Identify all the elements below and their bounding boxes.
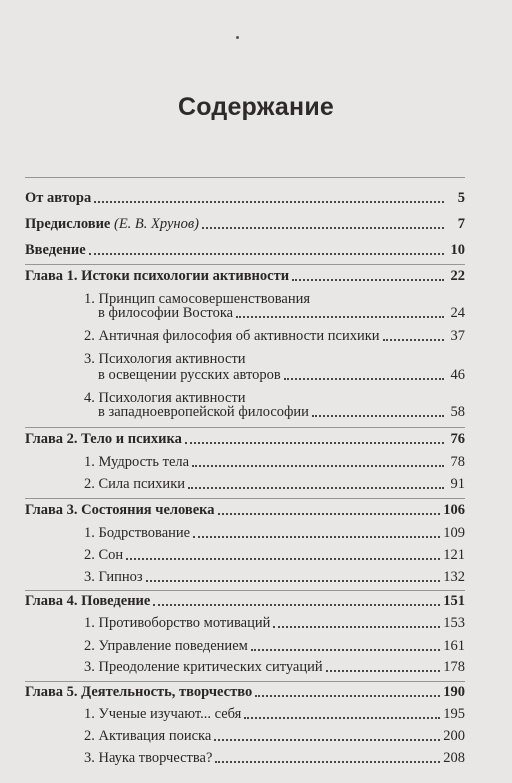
toc-label: 3. Наука творчества? [84, 750, 213, 766]
toc-page: 161 [443, 638, 465, 654]
toc-label: в философии Востока [98, 305, 234, 321]
toc-page: 153 [443, 615, 465, 631]
toc-subentry-2-1[interactable] [84, 454, 465, 471]
toc-label: Глава 5. Деятельность, творчество [25, 684, 253, 700]
page-dot [236, 36, 239, 39]
toc-page: 208 [443, 750, 465, 766]
divider [25, 590, 465, 591]
toc-label: 2. Античная философия об активности психики [84, 328, 380, 344]
toc-subentry-line: 3. Психология активности [84, 351, 246, 367]
toc-label: 2. Активация поиска [84, 728, 212, 744]
toc-chapter-3[interactable] [25, 502, 465, 519]
toc-label: 2. Сила психики [84, 476, 185, 492]
toc-subentry-1-1[interactable] [84, 305, 465, 322]
toc-entry-intro[interactable] [25, 242, 465, 259]
toc-label: 2. Сон [84, 547, 124, 563]
toc-page: 200 [443, 728, 465, 744]
toc-page: 10 [450, 242, 465, 258]
toc-chapter-4[interactable] [25, 593, 465, 610]
toc-label: 1. Мудрость тела [84, 454, 190, 470]
toc-page: 132 [443, 569, 465, 585]
toc-subentry-1-4[interactable] [84, 404, 465, 421]
page-title: Содержание [177, 93, 335, 121]
toc-label: От автора [25, 190, 92, 206]
toc-subentry-4-1[interactable] [84, 615, 465, 632]
toc-label: Предисловие [25, 216, 111, 232]
divider [25, 498, 465, 499]
toc-label: Глава 3. Состояния человека [25, 502, 215, 518]
toc-subentry-line: 4. Психология активности [84, 390, 246, 406]
toc-page: 190 [443, 684, 465, 700]
toc-page: 7 [457, 216, 465, 232]
toc-label: 1. Бодрствование [84, 525, 191, 541]
toc-subentry-4-2[interactable] [84, 638, 465, 655]
toc-page: 109 [443, 525, 465, 541]
toc-page: 91 [450, 476, 465, 492]
toc-page: 78 [450, 454, 465, 470]
toc-subentry-2-2[interactable] [84, 476, 465, 493]
toc-page: 24 [450, 305, 465, 321]
toc-label: Глава 1. Истоки психологии активности [25, 268, 290, 284]
toc-subentry-5-1[interactable] [84, 706, 465, 723]
toc-subentry-5-3[interactable] [84, 750, 465, 767]
toc-label: 2. Управление поведением [84, 638, 248, 654]
divider [25, 427, 465, 428]
toc-chapter-2[interactable] [25, 431, 465, 448]
toc-subentry-5-2[interactable] [84, 728, 465, 745]
toc-subentry-line: 1. Принцип самосовершенствования [84, 291, 311, 307]
toc-page: 5 [457, 190, 465, 206]
toc-entry-preface[interactable] [25, 216, 465, 233]
toc-label: в западноевропейской философии [98, 404, 309, 420]
toc-page: 37 [450, 328, 465, 344]
toc-page: 76 [450, 431, 465, 447]
toc-page: 195 [443, 706, 465, 722]
toc-label: Введение [25, 242, 86, 258]
toc-label: 3. Гипноз [84, 569, 143, 585]
toc-page: 151 [443, 593, 465, 609]
toc-label: 1. Ученые изучают... себя [84, 706, 242, 722]
toc-label: в освещении русских авторов [98, 367, 281, 383]
toc-subentry-3-3[interactable] [84, 569, 465, 586]
toc-page: 22 [450, 268, 465, 284]
toc-subentry-1-2[interactable] [84, 328, 465, 345]
toc-author: (Е. В. Хрунов) [113, 216, 199, 232]
toc-page: 46 [450, 367, 465, 383]
divider [25, 177, 465, 178]
divider [25, 264, 465, 265]
divider [25, 681, 465, 682]
toc-label: 1. Противоборство мотиваций [84, 615, 271, 631]
toc-label: Глава 2. Тело и психика [25, 431, 182, 447]
toc-subentry-1-3[interactable] [84, 367, 465, 384]
toc-page: 106 [443, 502, 465, 518]
toc-entry-from-author[interactable] [25, 190, 465, 207]
toc-subentry-3-2[interactable] [84, 547, 465, 564]
toc-page: 121 [443, 547, 465, 563]
toc-chapter-1[interactable] [25, 268, 465, 285]
toc-label: Глава 4. Поведение [25, 593, 151, 609]
toc-page: 178 [443, 659, 465, 675]
toc-page: 58 [450, 404, 465, 420]
toc-chapter-5[interactable] [25, 684, 465, 701]
toc-label: 3. Преодоление критических ситуаций [84, 659, 323, 675]
toc-subentry-3-1[interactable] [84, 525, 465, 542]
toc-subentry-4-3[interactable] [84, 659, 465, 676]
